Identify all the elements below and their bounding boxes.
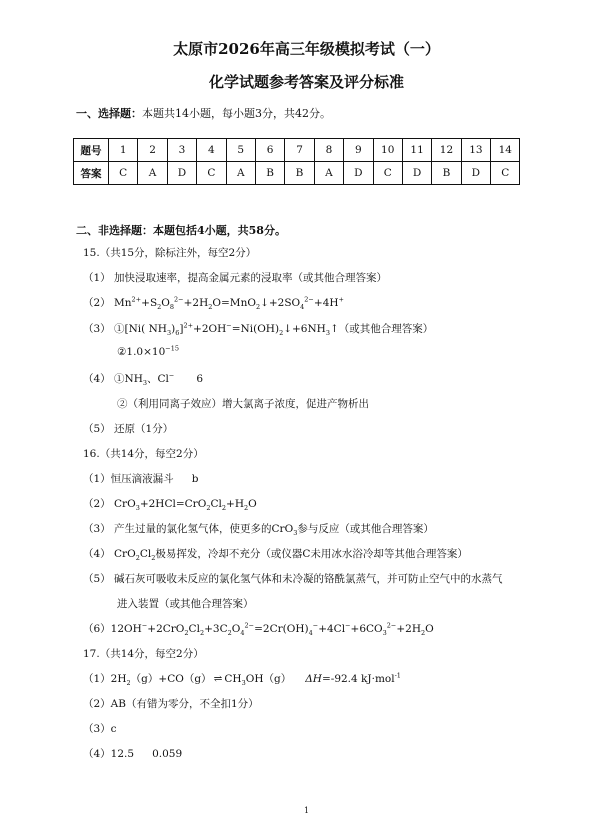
text: （4） ①NH [83,373,143,385]
sup: − [312,621,319,630]
text: O=MnO [212,297,256,309]
q15-answer-1: （1） 加快浸取速率，提高金属元素的浸取率（或其他合理答案） [83,272,388,284]
text: （3） ①[Ni( NH [83,323,167,335]
sup: − [345,621,351,630]
text: =-92.4 kJ·mol [321,673,395,685]
page-number: 1 [303,806,310,815]
section-2-heading [76,222,286,238]
table-cell: 11 [402,139,431,162]
text: （4）12.5 [83,748,135,760]
text: ↑（或其他合理答案） [329,323,434,335]
equilibrium-arrow-icon: ⇌ [213,673,223,685]
q17-answer-1: $(1)2H_2(g)+CO(g)$ ⇌ $CH_3OH(g)$ ΔH=-92.4 kJ·mol$^{-1}$ [83,671,401,688]
text: ↓+2SO [260,297,301,309]
q15-answer-2: （2） $Mn^{2+}+S_2O_8^{2-}+2H_2O=MnO_2↓+2SO_4^{2-}+4H^+$ [83,295,344,312]
section-1-label: 一、选择题： [76,107,142,120]
table-cell: 7 [285,139,314,162]
q16-answer-1 [83,471,198,486]
table-cell: 6 [255,139,284,162]
text: ↓+6NH [283,323,326,335]
table-cell: C [373,162,402,185]
text: O [231,623,241,635]
sup: − [226,321,232,330]
q15-answer-4: （4） $①NH_3$、Cl− 6 [83,371,204,388]
table-cell: 10 [373,139,402,162]
text: +2CrO [147,623,185,635]
table-cell: 14 [491,139,520,162]
text: （1）2H [83,673,127,685]
table-cell: B [285,162,314,185]
q16-answer-5b: 进入装置（或其他合理答案） [117,598,254,610]
section-1-desc: 本题共14小题，每小题3分，共42分。 [142,107,331,120]
q16-answer-5: （5） 碱石灰可吸收未反应的氯化氢气体和未冷凝的铬酰氯蒸气，并可防止空气中的水蒸气 [83,573,503,585]
table-cell: 1 [109,139,138,162]
text: （4） CrO [83,548,136,560]
sup: −15 [165,344,179,353]
text: ②1.0×10 [117,346,166,358]
table-cell: D [344,162,373,185]
text: Cl [139,548,152,560]
q15-answer-4b: ②（利用同离子效应）增大氯离子浓度，促进产物析出 [117,398,369,410]
text: +2H [183,297,209,309]
table-cell: 9 [344,139,373,162]
text: +3C [204,623,228,635]
q15-answer-3b [117,346,179,358]
sup: 2− [244,621,255,630]
sup: − [141,621,148,630]
table-cell: 8 [314,139,343,162]
q15-heading: 15.（共15分，除标注外，每空2分） [83,247,257,259]
text: （2） CrO [83,498,136,510]
sup: 2− [174,295,184,304]
text: OH（g） [245,673,292,685]
table-cell: C [109,162,138,185]
table-cell: 4 [197,139,226,162]
text: +2HCl=CrO [139,498,207,510]
text: +4Cl [318,623,346,635]
table-cell: 12 [432,139,461,162]
sup: − [168,371,175,380]
q16-answer-4: （4） $CrO_2Cl_2$极易挥发，冷却不充分（或仪器C未用冰水浴冷却等其他合理答案） [83,548,468,563]
text: 参与反应（或其他合理答案） [297,523,434,535]
table-cell: C [491,162,520,185]
table-cell: 3 [167,139,196,162]
table-cell: 2 [138,139,167,162]
text: CH [224,673,242,685]
table-cell: D [402,162,431,185]
sup: 2− [386,621,397,630]
sup: + [338,295,344,304]
table-cell: B [255,162,284,185]
text: =Ni(OH) [231,323,280,335]
text: +2OH [193,323,227,335]
answer-table [73,138,520,185]
text: =2Cr(OH) [254,623,309,635]
delta-h: ΔH [305,673,322,685]
text: +H [226,498,244,510]
q15-answer-5: （5） 还原（1分） [83,423,174,435]
sup: 2+ [183,321,194,330]
text: Cl [210,498,222,510]
page-subtitle: 化学试题参考答案及评分标准 [208,73,404,91]
table-cell: D [167,162,196,185]
text: +2H [396,623,422,635]
page-title: 太原市2026年高三年级模拟考试（一） [173,40,440,58]
q16-answer-6: $(6)12OH^-+2CrO_2Cl_2+3C_2O_4^{2-}=2Cr(OH)_4^-+4Cl^-+6CO_3^{2-}+2H_2O$ [83,621,434,638]
text: O [248,498,257,510]
table-cell: 13 [461,139,490,162]
text: b [191,473,199,485]
text: （g）+CO（g） [130,673,212,685]
text: ) [171,323,176,335]
text: +S [141,297,158,309]
sup: -1 [394,671,401,680]
text: +4H [313,297,339,309]
q17-heading: 17.（共14分，每空2分） [83,648,204,660]
q16-answer-2: （2） $CrO_3+2HCl=CrO_2Cl_2+H_2O$ [83,498,257,513]
table-cell: C [197,162,226,185]
q17-answer-4 [83,746,182,761]
text: （6）12OH [83,623,142,635]
text: （2） Mn [83,297,132,309]
sup: 2+ [131,295,142,304]
table-header-number: 题号 [74,139,109,162]
text: 、Cl [147,373,169,385]
q17-answer-2: （2）AB（有错为零分，不全扣1分） [83,698,259,710]
table-cell: D [461,162,490,185]
table-cell: A [226,162,255,185]
text: O [161,297,170,309]
section-2-label: 二、非选择题：本题包括4小题，共58分。 [76,224,286,237]
text: +6CO [350,623,383,635]
table-cell: B [432,162,461,185]
table-row-answers [74,162,520,185]
table-header-answer: 答案 [74,162,109,185]
sup: 2− [304,295,314,304]
table-cell: 5 [226,139,255,162]
q17-answer-3: （3）c [83,723,117,735]
table-cell: A [314,162,343,185]
text: O [425,623,434,635]
text: （1）恒压滴液漏斗 [83,473,174,485]
q16-heading: 16.（共14分，每空2分） [83,448,204,460]
table-cell: A [138,162,167,185]
text: （3） 产生过量的氯化氢气体，使更多的CrO [83,523,294,535]
text: 极易挥发，冷却不充分（或仪器C未用冰水浴冷却等其他合理答案） [155,548,468,560]
table-row-numbers [74,139,520,162]
text: Cl [188,623,200,635]
section-1-heading [76,105,331,121]
text: 0.059 [152,748,183,760]
text: 6 [196,373,204,385]
q15-answer-3: （3） ①[Ni( $NH_3)_6]^{2+}+2OH^-=Ni(OH)_2↓+6NH_3↑$（或其他合理答案） [83,321,434,338]
q16-answer-3: （3） 产生过量的氯化氢气体，使更多的CrO$_3$参与反应（或其他合理答案） [83,523,434,538]
